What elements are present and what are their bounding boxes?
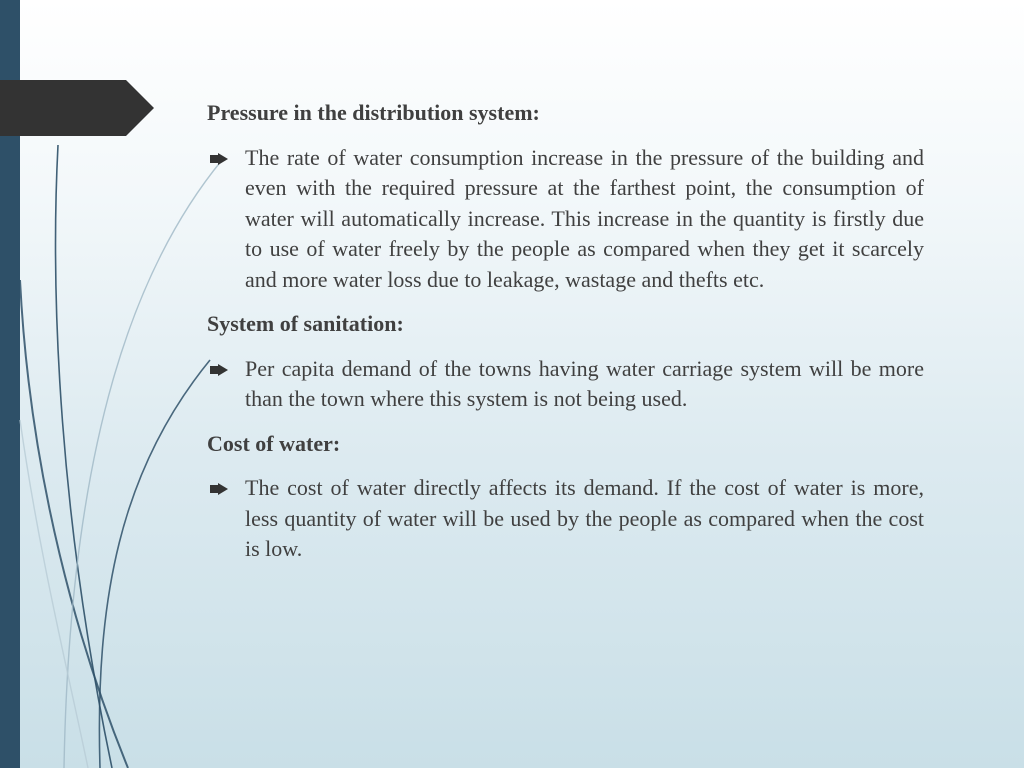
heading-cost: Cost of water: (207, 430, 341, 456)
bullet-text: Per capita demand of the towns having water carriage system will be more than the town where this system is not being used. (245, 355, 924, 411)
bullet-text: The rate of water consumption increase in the pressure of the building and even with the required pressure at the farthest point, the consumption of water will automatically increase. This increase in the quantity is firstly due to use of water freely by the people as compared when they get it scarcely and more water loss due to leakage, wastage and thefts etc. (245, 144, 924, 292)
arrow-pointer-icon (209, 152, 229, 166)
arrow-pointer-icon (209, 363, 229, 377)
title-tab-shape (0, 80, 154, 136)
bullet-text: The cost of water directly affects its demand. If the cost of water is more, less quantity of water will be used by the people as compared when the cost is low. (245, 475, 924, 561)
bullet-sanitation (207, 354, 924, 415)
arrow-pointer-icon (209, 482, 229, 496)
bullet-cost (207, 473, 924, 565)
heading-pressure: Pressure in the distribution system: (207, 100, 540, 125)
bullet-pressure (207, 143, 924, 296)
heading-sanitation: System of sanitation: (207, 311, 404, 336)
slide-content (207, 98, 924, 579)
